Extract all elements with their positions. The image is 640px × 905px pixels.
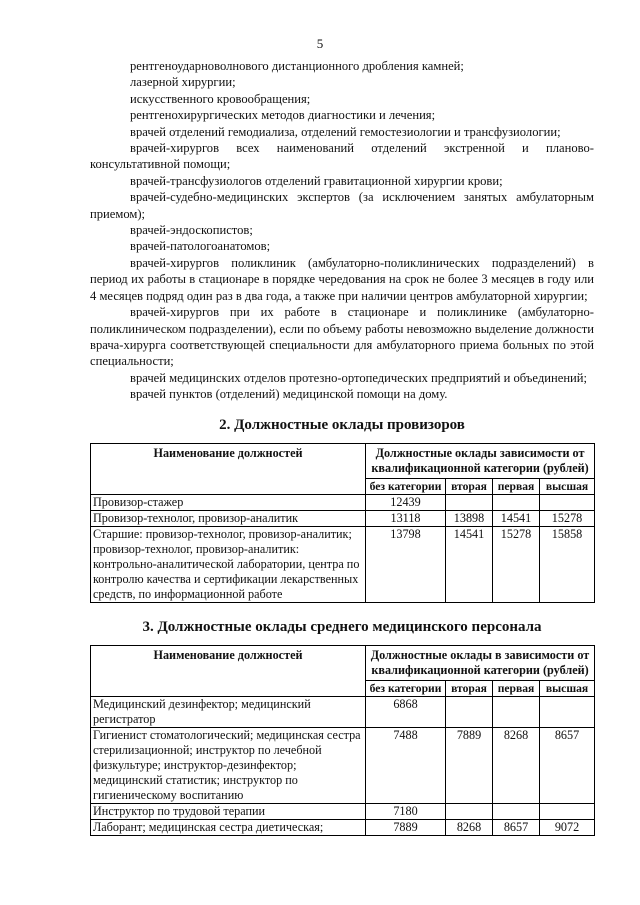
column-header-group: Должностные оклады в зависимости от квалификационной категории (рублей) bbox=[366, 646, 595, 681]
subcolumn-header: без категории bbox=[366, 478, 446, 494]
salary-value: 8657 bbox=[540, 728, 595, 804]
column-header-group: Должностные оклады зависимости от квалификационной категории (рублей) bbox=[366, 443, 595, 478]
list-item: врачей отделений гемодиализа, отделений гемостезиологии и трансфузиологии; bbox=[130, 124, 561, 139]
list-item: врачей пунктов (отделений) медицинской помощи на дому. bbox=[130, 387, 448, 402]
table-row bbox=[91, 526, 595, 602]
list-item: рентгенохирургических методов диагностики и лечения; bbox=[130, 108, 436, 123]
table-row bbox=[91, 494, 595, 510]
subcolumn-header: первая bbox=[493, 478, 540, 494]
salary-value: 14541 bbox=[446, 526, 493, 602]
salary-value: 13118 bbox=[366, 510, 446, 526]
list-item: врачей-хирургов поликлиник (амбулаторно-поликлинических подразделений) в период их работы в стационаре в порядке чередования на срок не более 3 месяцев в году или 4 месяцев подряд один раз в два года, а также при наличии центров амбулаторной хирургии; bbox=[90, 255, 594, 303]
salary-value: 8268 bbox=[446, 820, 493, 836]
salary-value: 7180 bbox=[366, 804, 446, 820]
list-item: рентгеноударноволнового дистанционного дробления камней; bbox=[130, 59, 464, 73]
list-item: врачей-эндоскопистов; bbox=[130, 223, 253, 238]
list-section bbox=[90, 58, 594, 403]
salary-value: 7889 bbox=[446, 728, 493, 804]
salary-value bbox=[540, 697, 595, 728]
subcolumn-header: высшая bbox=[540, 478, 595, 494]
position-name: Медицинский дезинфектор; медицинский регистратор bbox=[91, 697, 366, 728]
position-name: Гигиенист стоматологический; медицинская сестра стерилизационной; инструктор по лечебной физкультуре; инструктор-дезинфектор; медицинский статистик; инструктор по гигиеническому воспитанию bbox=[91, 728, 366, 804]
subcolumn-header: без категории bbox=[366, 681, 446, 697]
salary-value bbox=[493, 697, 540, 728]
salary-value bbox=[446, 494, 493, 510]
table-row bbox=[91, 510, 595, 526]
salary-value bbox=[540, 804, 595, 820]
position-name: Инструктор по трудовой терапии bbox=[91, 804, 366, 820]
table-row bbox=[91, 728, 595, 804]
salary-value: 8657 bbox=[493, 820, 540, 836]
nursing-staff-salary-table bbox=[90, 645, 595, 836]
position-name: Провизор-технолог, провизор-аналитик bbox=[91, 510, 366, 526]
subcolumn-header: первая bbox=[493, 681, 540, 697]
table-row bbox=[91, 820, 595, 836]
salary-value: 9072 bbox=[540, 820, 595, 836]
salary-value bbox=[493, 494, 540, 510]
salary-value: 14541 bbox=[493, 510, 540, 526]
list-item: лазерной хирургии; bbox=[130, 75, 236, 90]
salary-value: 15278 bbox=[493, 526, 540, 602]
list-item: врачей-судебно-медицинских экспертов (за исключением занятых амбулаторным приемом); bbox=[90, 190, 594, 221]
column-header-name: Наименование должностей bbox=[91, 443, 366, 494]
section-3-title: 3. Должностные оклады среднего медицинского персонала bbox=[142, 618, 542, 635]
table-row bbox=[91, 804, 595, 820]
salary-value: 8268 bbox=[493, 728, 540, 804]
subcolumn-header: вторая bbox=[446, 681, 493, 697]
salary-value: 7488 bbox=[366, 728, 446, 804]
salary-value bbox=[446, 697, 493, 728]
page-number: 5 bbox=[316, 36, 324, 51]
position-name: Лаборант; медицинская сестра диетическая; bbox=[91, 820, 366, 836]
salary-value bbox=[493, 804, 540, 820]
salary-value: 13798 bbox=[366, 526, 446, 602]
subcolumn-header: вторая bbox=[446, 478, 493, 494]
salary-value: 15858 bbox=[540, 526, 595, 602]
salary-value: 6868 bbox=[366, 697, 446, 728]
salary-value: 15278 bbox=[540, 510, 595, 526]
list-item: врачей-трансфузиологов отделений гравитационной хирургии крови; bbox=[130, 173, 503, 188]
list-item: врачей-хирургов всех наименований отделений экстренной и планово-консультативной помощи; bbox=[90, 141, 594, 172]
column-header-name: Наименование должностей bbox=[91, 646, 366, 697]
table-row bbox=[91, 697, 595, 728]
salary-value: 13898 bbox=[446, 510, 493, 526]
salary-value bbox=[540, 494, 595, 510]
list-item: врачей-патологоанатомов; bbox=[130, 239, 271, 254]
subcolumn-header: высшая bbox=[540, 681, 595, 697]
list-item: искусственного кровообращения; bbox=[130, 91, 311, 106]
document-body bbox=[90, 58, 594, 836]
section-2-title: 2. Должностные оклады провизоров bbox=[219, 416, 465, 433]
salary-value bbox=[446, 804, 493, 820]
list-item: врачей медицинских отделов протезно-ортопедических предприятий и объединений; bbox=[130, 370, 588, 385]
salary-value: 12439 bbox=[366, 494, 446, 510]
position-name: Старшие: провизор-технолог, провизор-аналитик; провизор-технолог, провизор-аналитик: контрольно-аналитической лаборатории, центра по контролю качества и сертификации лекарственных средств, по информационной работе bbox=[91, 526, 366, 602]
position-name: Провизор-стажер bbox=[91, 494, 366, 510]
salary-value: 7889 bbox=[366, 820, 446, 836]
pharmacist-salary-table bbox=[90, 443, 595, 603]
list-item: врачей-хирургов при их работе в стационаре и поликлинике (амбулаторно-поликлиническом подразделении), если по объему работы невозможно выделение должности врача-хирурга соответствующей специальности для амбулаторного приема больных по этой специальности; bbox=[90, 305, 594, 369]
